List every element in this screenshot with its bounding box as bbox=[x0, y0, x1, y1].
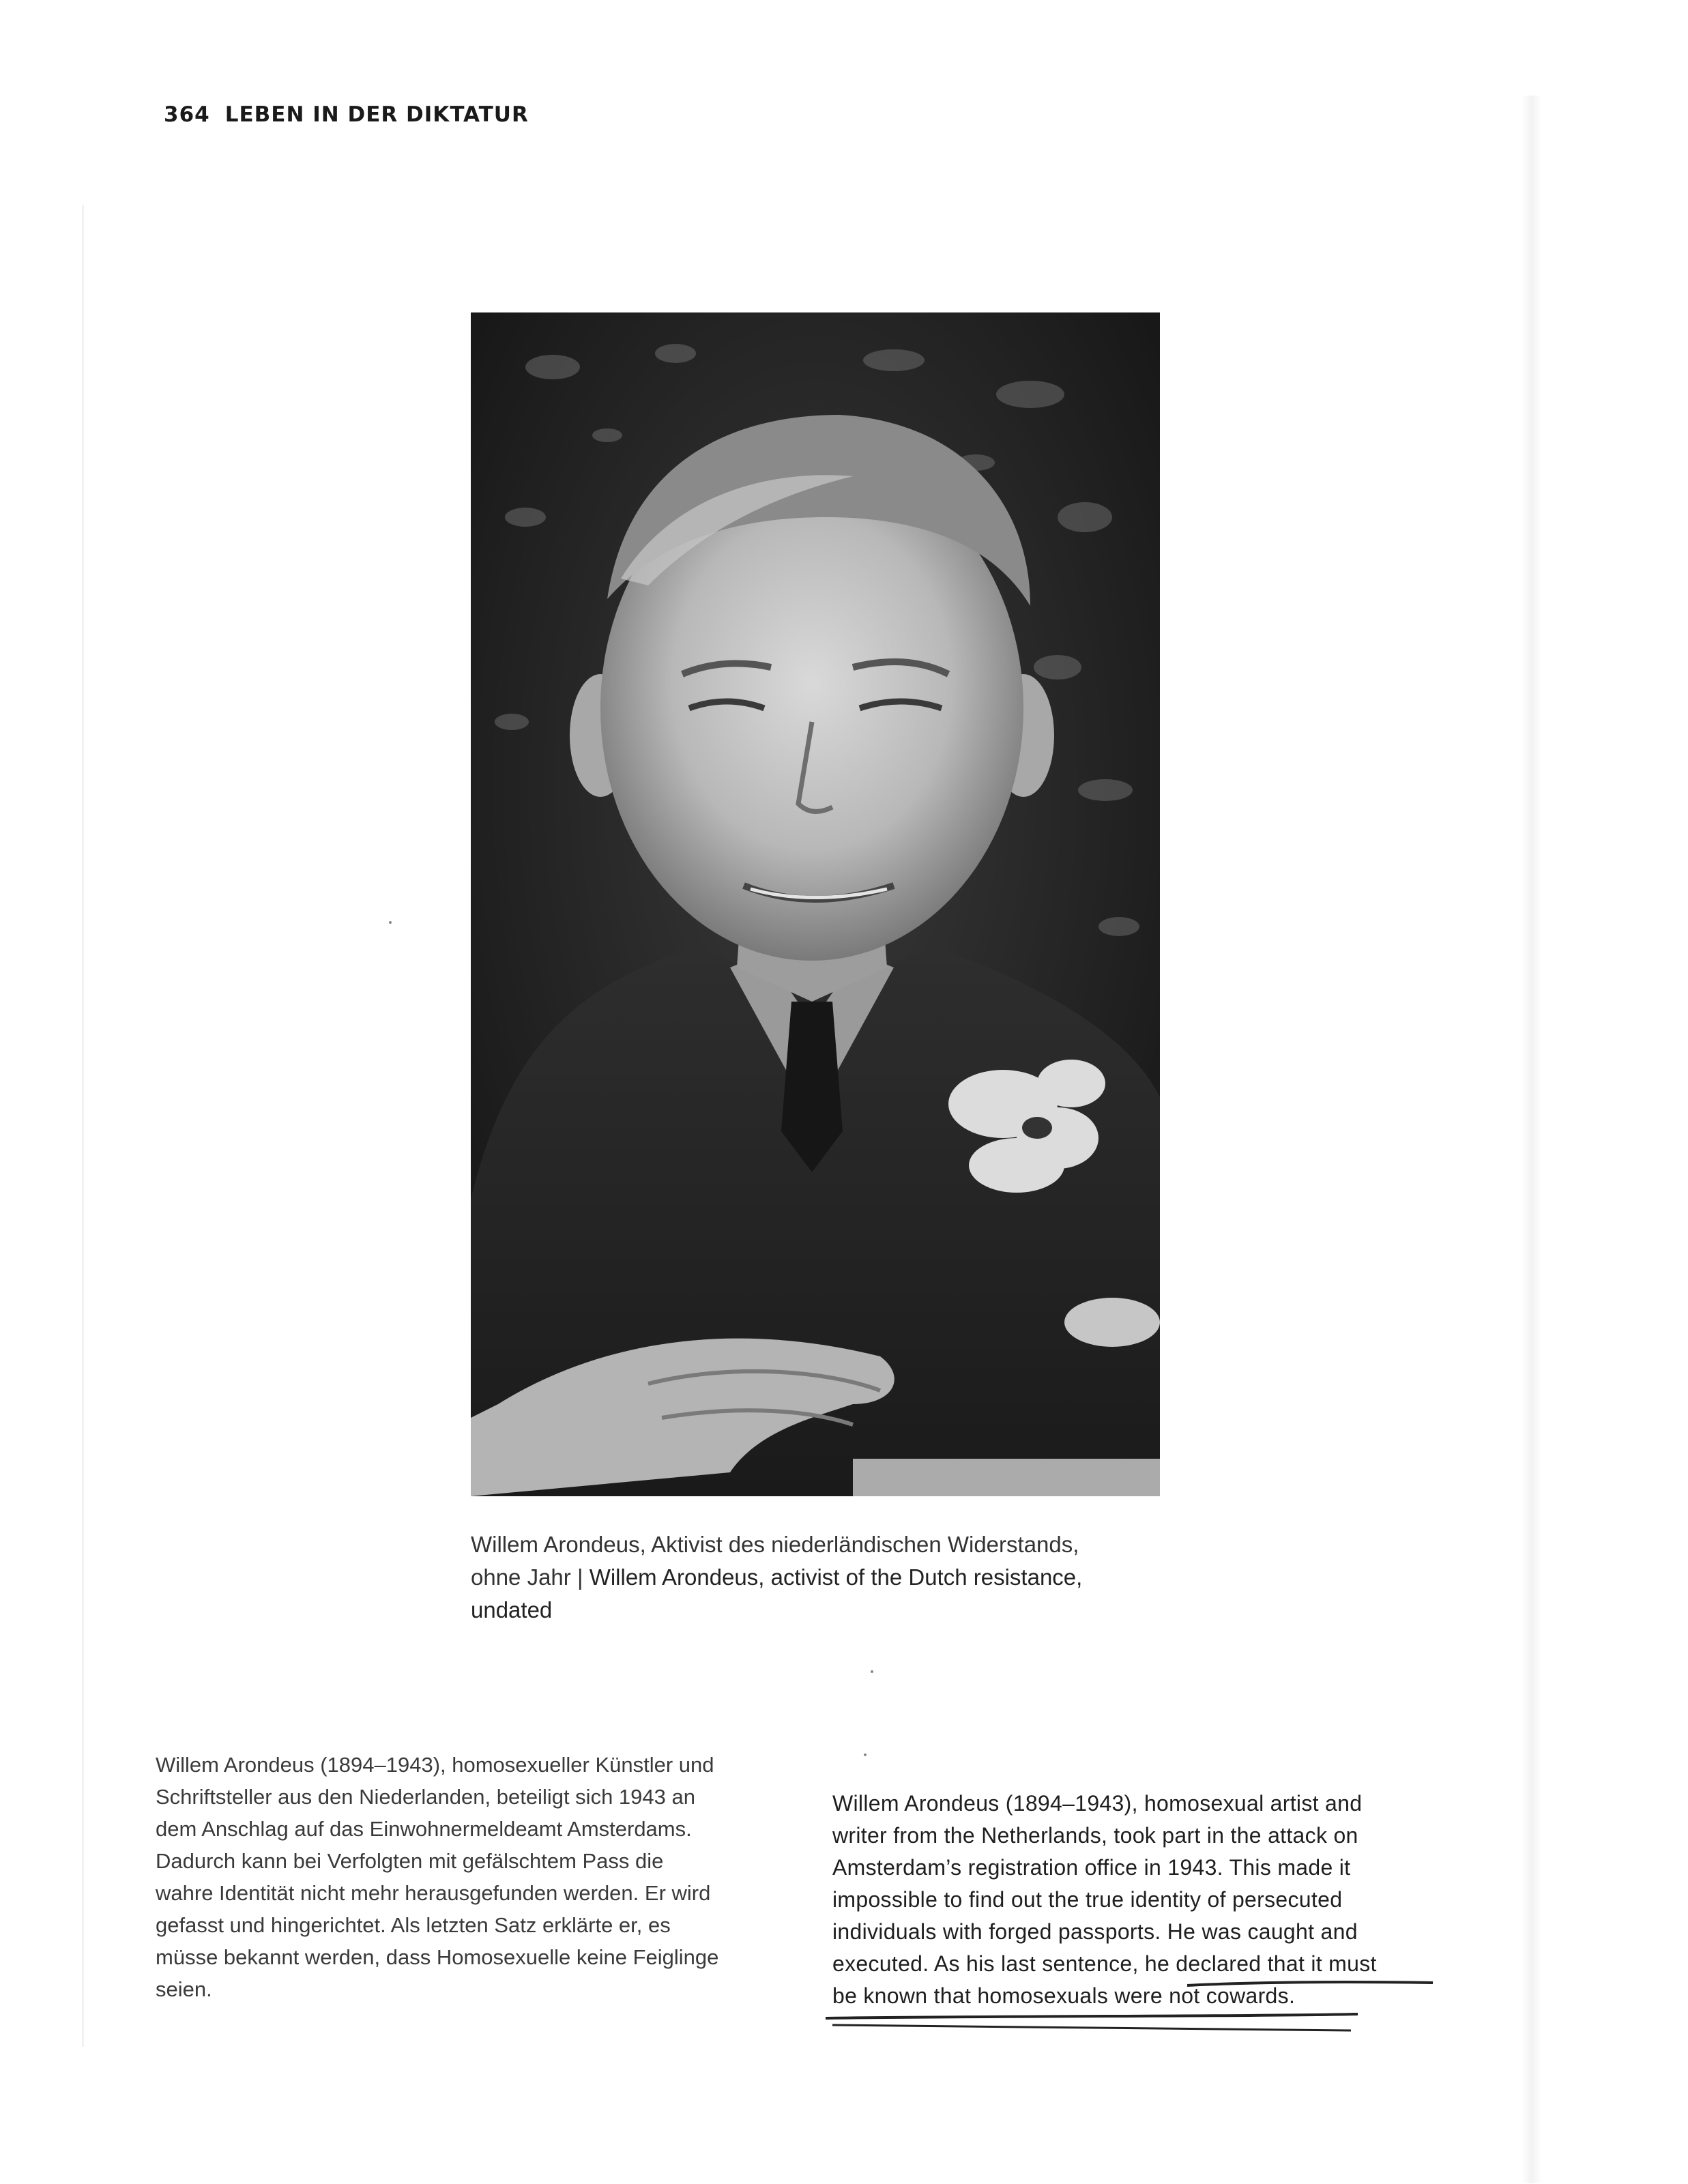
caption-en-part: Willem Arondeus, activist of the Dutch resistance, bbox=[589, 1564, 1083, 1590]
english-line: individuals with forged passports. He was caught and bbox=[832, 1919, 1358, 1944]
scan-shadow-left bbox=[82, 205, 84, 2047]
caption-line-2 bbox=[471, 1561, 1180, 1594]
english-line: Amsterdam’s registration office in 1943. This made it bbox=[832, 1855, 1351, 1880]
english-line: writer from the Netherlands, took part in the attack on bbox=[832, 1823, 1358, 1848]
english-line: be known that homosexuals were not cowards. bbox=[832, 1983, 1296, 2008]
english-paragraph bbox=[832, 1788, 1522, 2012]
page-number: 364 bbox=[164, 102, 210, 127]
german-line: seien. bbox=[156, 1977, 212, 2001]
caption-de-part: ohne Jahr | bbox=[471, 1564, 590, 1590]
german-line: müsse bekannt werden, dass Homosexuelle keine Feiglinge bbox=[156, 1945, 719, 1969]
caption-line-1: Willem Arondeus, Aktivist des niederländischen Widerstands, bbox=[471, 1532, 1079, 1557]
photo-caption bbox=[471, 1528, 1180, 1627]
german-paragraph bbox=[156, 1749, 824, 2005]
scan-speck bbox=[871, 1670, 873, 1673]
english-line: impossible to find out the true identity of persecuted bbox=[832, 1887, 1343, 1912]
german-line: Dadurch kann bei Verfolgten mit gefälschtem Pass die bbox=[156, 1849, 664, 1873]
german-line: dem Anschlag auf das Einwohnermeldeamt Amsterdams. bbox=[156, 1817, 692, 1841]
german-line: wahre Identität nicht mehr herausgefunden werden. Er wird bbox=[156, 1881, 711, 1905]
caption-line-3: undated bbox=[471, 1597, 553, 1622]
portrait-photo-image bbox=[471, 312, 1160, 1496]
english-line: Willem Arondeus (1894–1943), homosexual artist and bbox=[832, 1791, 1363, 1816]
german-line: Schriftsteller aus den Niederlanden, beteiligt sich 1943 an bbox=[156, 1785, 695, 1809]
german-line: gefasst und hingerichtet. Als letzten Satz erklärte er, es bbox=[156, 1913, 671, 1937]
scan-shadow bbox=[1522, 96, 1542, 2183]
german-line: Willem Arondeus (1894–1943), homosexueller Künstler und bbox=[156, 1753, 714, 1777]
scan-speck bbox=[864, 1753, 867, 1756]
english-line: executed. As his last sentence, he declared that it must bbox=[832, 1951, 1377, 1976]
running-header bbox=[164, 102, 529, 127]
scan-speck bbox=[389, 921, 392, 924]
portrait-photo bbox=[471, 312, 1160, 1496]
chapter-title: LEBEN IN DER DIKTATUR bbox=[224, 102, 529, 127]
